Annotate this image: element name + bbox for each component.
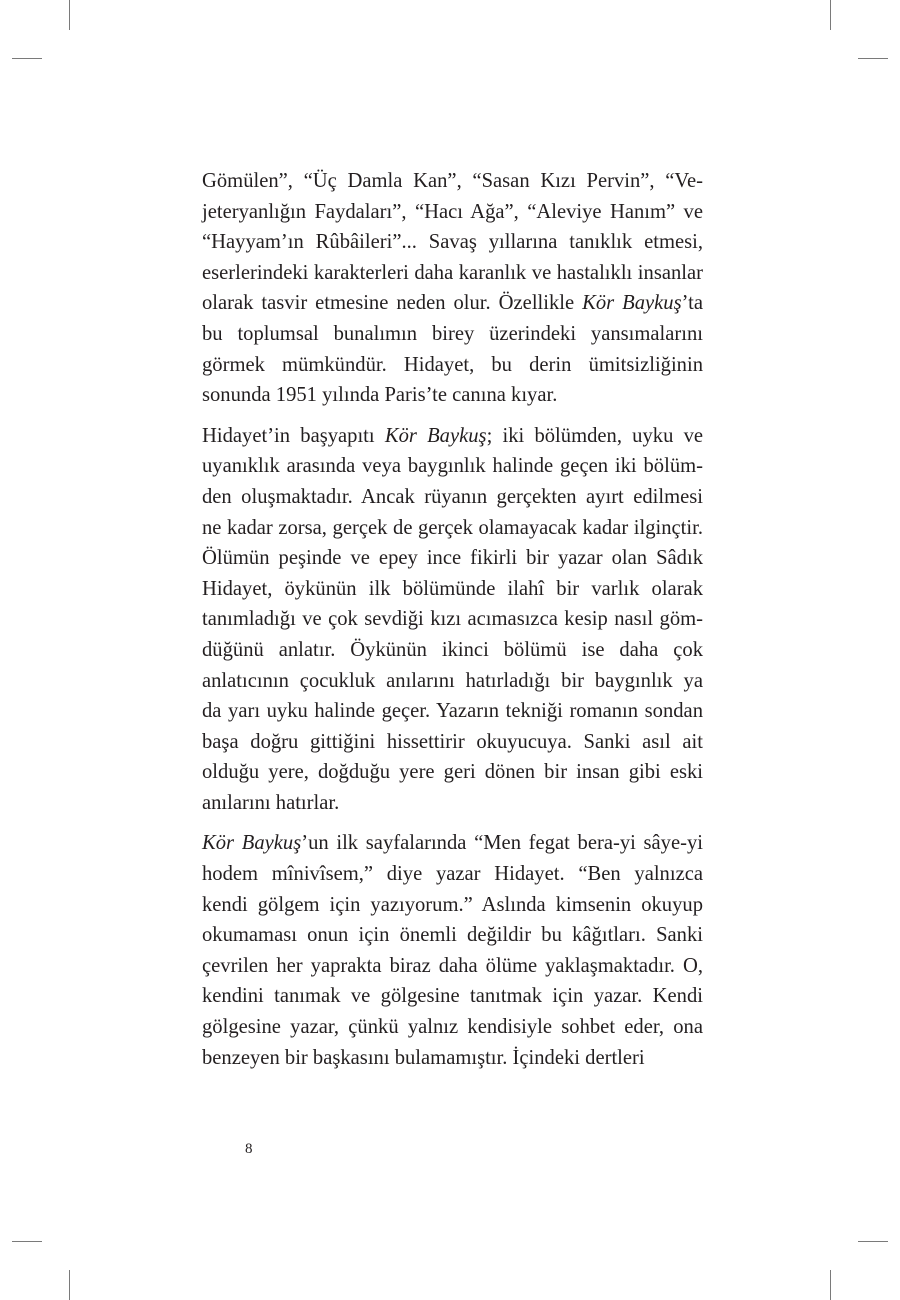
text-run: Hidayet, öykünün ilk bölümünde ilahî bir varlık olarak (202, 577, 703, 600)
text-run: olduğu yere, doğduğu yere geri dönen bir insan gibi eski (202, 761, 703, 784)
text-run: bu toplumsal bunalımın birey üzerindeki yansımalarını (202, 322, 703, 345)
text-run: anılarını hatırlar. (202, 791, 340, 814)
text-line (202, 227, 703, 258)
text-run: “Hayyam’ın Rûbâileri”... Savaş yıllarına tanıklık etmesi, (202, 231, 703, 254)
text-line (202, 920, 703, 951)
text-run: da yarı uyku halinde geçer. Yazarın tekniği romanın sondan (202, 700, 703, 723)
text-run: anlatıcının çocukluk anılarını hatırladığı bir baygınlık ya (202, 669, 703, 692)
text-line (202, 258, 703, 289)
text-line (202, 635, 703, 666)
body-text (202, 166, 703, 1083)
text-run: ne kadar zorsa, gerçek de gerçek olamayacak kadar ilginçtir. (202, 516, 703, 539)
text-line (202, 666, 703, 697)
page-number: 8 (245, 1141, 253, 1157)
crop-mark (830, 0, 831, 30)
text-line (202, 1043, 703, 1074)
text-run: okumaması onun için önemli değildir bu kâğıtları. Sanki (202, 924, 703, 947)
text-run: eserlerindeki karakterleri daha karanlık ve hastalıklı insanlar (202, 261, 703, 284)
text-line (202, 828, 703, 859)
paragraph (202, 828, 703, 1073)
text-run: olarak tasvir etmesine neden olur. Özellikle (202, 292, 583, 315)
text-run: jeteryanlığın Faydaları”, “Hacı Ağa”, “Aleviye Hanım” ve (202, 200, 703, 223)
text-line (202, 421, 703, 452)
text-run: çevrilen her yaprakta biraz daha ölüme yaklaşmaktadır. O, (202, 954, 703, 977)
crop-mark (12, 1241, 42, 1242)
text-line (202, 451, 703, 482)
text-line (202, 890, 703, 921)
text-run: den oluşmaktadır. Ancak rüyanın gerçekten ayırt edilmesi (202, 485, 703, 508)
crop-mark (830, 1270, 831, 1300)
italic-title: Kör Baykuş (384, 424, 487, 447)
text-run: Ölümün peşinde ve epey ince fikirli bir yazar olan Sâdık (202, 547, 703, 570)
crop-mark (858, 58, 888, 59)
text-line (202, 981, 703, 1012)
text-run: Hidayet’in başyapıtı (202, 424, 385, 447)
text-run: başa doğru gittiğini hissettirir okuyucuya. Sanki asıl ait (202, 730, 703, 753)
text-line (202, 319, 703, 350)
text-run: gölgesine yazar, çünkü yalnız kendisiyle sohbet eder, ona (202, 1016, 703, 1039)
text-run: görmek mümkündür. Hidayet, bu derin ümitsizliğinin (202, 353, 703, 376)
text-line (202, 513, 703, 544)
crop-mark (12, 58, 42, 59)
paragraph (202, 421, 703, 819)
text-run: ; iki bölümden, uyku ve (486, 424, 704, 447)
paragraph (202, 166, 703, 411)
crop-mark (69, 1270, 70, 1300)
text-line (202, 197, 703, 228)
text-line (202, 859, 703, 890)
text-line (202, 604, 703, 635)
text-line (202, 757, 703, 788)
text-run: kendi gölgem için yazıyorum.” Aslında kimsenin okuyup (202, 893, 703, 916)
crop-mark (69, 0, 70, 30)
text-line (202, 951, 703, 982)
text-line (202, 543, 703, 574)
text-line (202, 574, 703, 605)
text-run: hodem mînivîsem,” diye yazar Hidayet. “Ben yalnızca (202, 863, 703, 886)
text-run: kendini tanımak ve gölgesine tanıtmak için yazar. Kendi (202, 985, 703, 1008)
text-line (202, 1012, 703, 1043)
text-run: tanımladığı ve çok sevdiği kızı acımasızca kesip nasıl göm- (202, 608, 703, 631)
text-line (202, 288, 703, 319)
text-line (202, 350, 703, 381)
text-line (202, 482, 703, 513)
text-run: benzeyen bir başkasını bulamamıştır. İçindeki dertleri (202, 1046, 645, 1069)
text-run: düğünü anlatır. Öykünün ikinci bölümü ise daha çok (202, 638, 703, 661)
text-line (202, 380, 703, 411)
crop-mark (858, 1241, 888, 1242)
text-run: ’ta (681, 292, 703, 315)
text-run: Gömülen”, “Üç Damla Kan”, “Sasan Kızı Pervin”, “Ve- (202, 170, 703, 192)
italic-title: Kör Baykuş (582, 292, 682, 315)
text-run: ’un ilk sayfalarında “Men fegat bera-yi sâye-yi (301, 832, 703, 855)
text-run: uyanıklık arasında veya baygınlık halinde geçen iki bölüm- (202, 455, 703, 478)
text-line (202, 727, 703, 758)
text-run: sonunda 1951 yılında Paris’te canına kıyar. (202, 384, 558, 407)
text-line (202, 788, 703, 819)
italic-title: Kör Baykuş (202, 832, 302, 855)
text-line (202, 166, 703, 197)
text-line (202, 696, 703, 727)
